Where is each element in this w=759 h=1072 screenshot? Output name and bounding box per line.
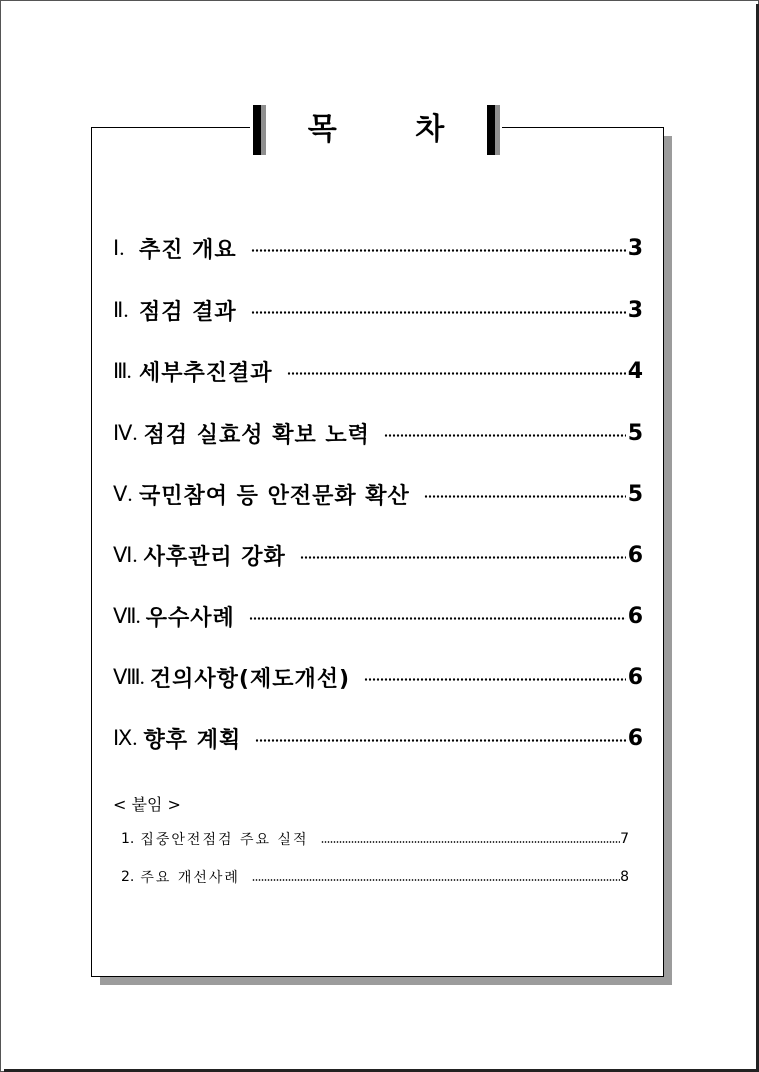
dot-leader [300, 556, 626, 559]
annex-item-1[interactable] [121, 828, 629, 850]
toc-item-5[interactable] [113, 479, 643, 509]
annex-item-label: 집중안전점검 주요 실적 [140, 832, 309, 848]
annex-item-label: 주요 개선사례 [140, 870, 240, 886]
toc-item-label: 국민참여 등 안전문화 확산 [139, 483, 410, 509]
dot-leader [287, 372, 626, 375]
annex-item-number: 2. [121, 869, 135, 885]
title-bar-left [253, 105, 261, 155]
toc-item-label: 점검 실효성 확보 노력 [143, 422, 370, 448]
toc-item-label: 건의사항(제도개선) [149, 666, 351, 692]
toc-item-number: Ⅳ. [113, 420, 138, 445]
toc-item-page: 6 [627, 603, 643, 629]
title-banner [250, 105, 502, 155]
toc-item-page: 6 [627, 664, 643, 690]
toc-item-6[interactable] [113, 540, 643, 570]
dot-leader [251, 249, 626, 252]
toc-item-1[interactable] [113, 233, 643, 263]
toc-item-8[interactable] [113, 662, 643, 692]
toc-item-label: 향후 계획 [143, 727, 242, 753]
toc-item-number: Ⅵ. [113, 542, 138, 567]
toc-item-label: 우수사례 [145, 605, 235, 631]
toc-item-number: Ⅰ. [113, 235, 125, 260]
toc-item-number: Ⅶ. [113, 603, 140, 628]
toc-item-number: Ⅸ. [113, 725, 138, 750]
toc-item-page: 3 [627, 297, 643, 323]
dot-leader [384, 434, 626, 437]
toc-item-number: Ⅷ. [113, 664, 144, 689]
dot-leader [255, 739, 625, 742]
dot-leader [424, 495, 626, 498]
annex-item-number: 1. [121, 831, 135, 847]
title-bar-right [487, 105, 495, 155]
dot-leader [321, 841, 621, 843]
dot-leader [252, 879, 620, 881]
toc-item-page: 5 [627, 481, 643, 507]
toc-item-page: 6 [627, 725, 643, 751]
annex-item-page: 7 [620, 831, 629, 847]
toc-item-number: Ⅱ. [113, 297, 129, 322]
annex-heading: < 붙임 > [113, 795, 181, 814]
title-bar-right-shadow [495, 105, 500, 155]
toc-item-label: 사후관리 강화 [143, 544, 286, 570]
page-title: 목 차 [307, 112, 479, 147]
toc-item-page: 4 [627, 358, 643, 384]
toc-item-7[interactable] [113, 601, 643, 631]
dot-leader [249, 617, 626, 620]
annex-item-2[interactable] [121, 866, 629, 888]
toc-item-4[interactable] [113, 418, 643, 448]
toc-item-number: Ⅲ. [113, 358, 131, 383]
toc-item-number: Ⅴ. [113, 481, 133, 506]
toc-item-label: 추진 개요 [139, 237, 237, 263]
toc-item-page: 3 [627, 235, 643, 261]
title-bar-left-shadow [261, 105, 266, 155]
toc-item-2[interactable] [113, 295, 643, 325]
toc-item-3[interactable] [113, 356, 643, 386]
toc-item-page: 6 [627, 542, 643, 568]
toc-item-9[interactable] [113, 723, 643, 753]
toc-item-label: 점검 결과 [139, 299, 237, 325]
toc-item-label: 세부추진결과 [139, 360, 273, 386]
toc-item-page: 5 [627, 420, 643, 446]
dot-leader [251, 311, 626, 314]
annex-item-page: 8 [620, 869, 629, 885]
dot-leader [364, 678, 626, 681]
